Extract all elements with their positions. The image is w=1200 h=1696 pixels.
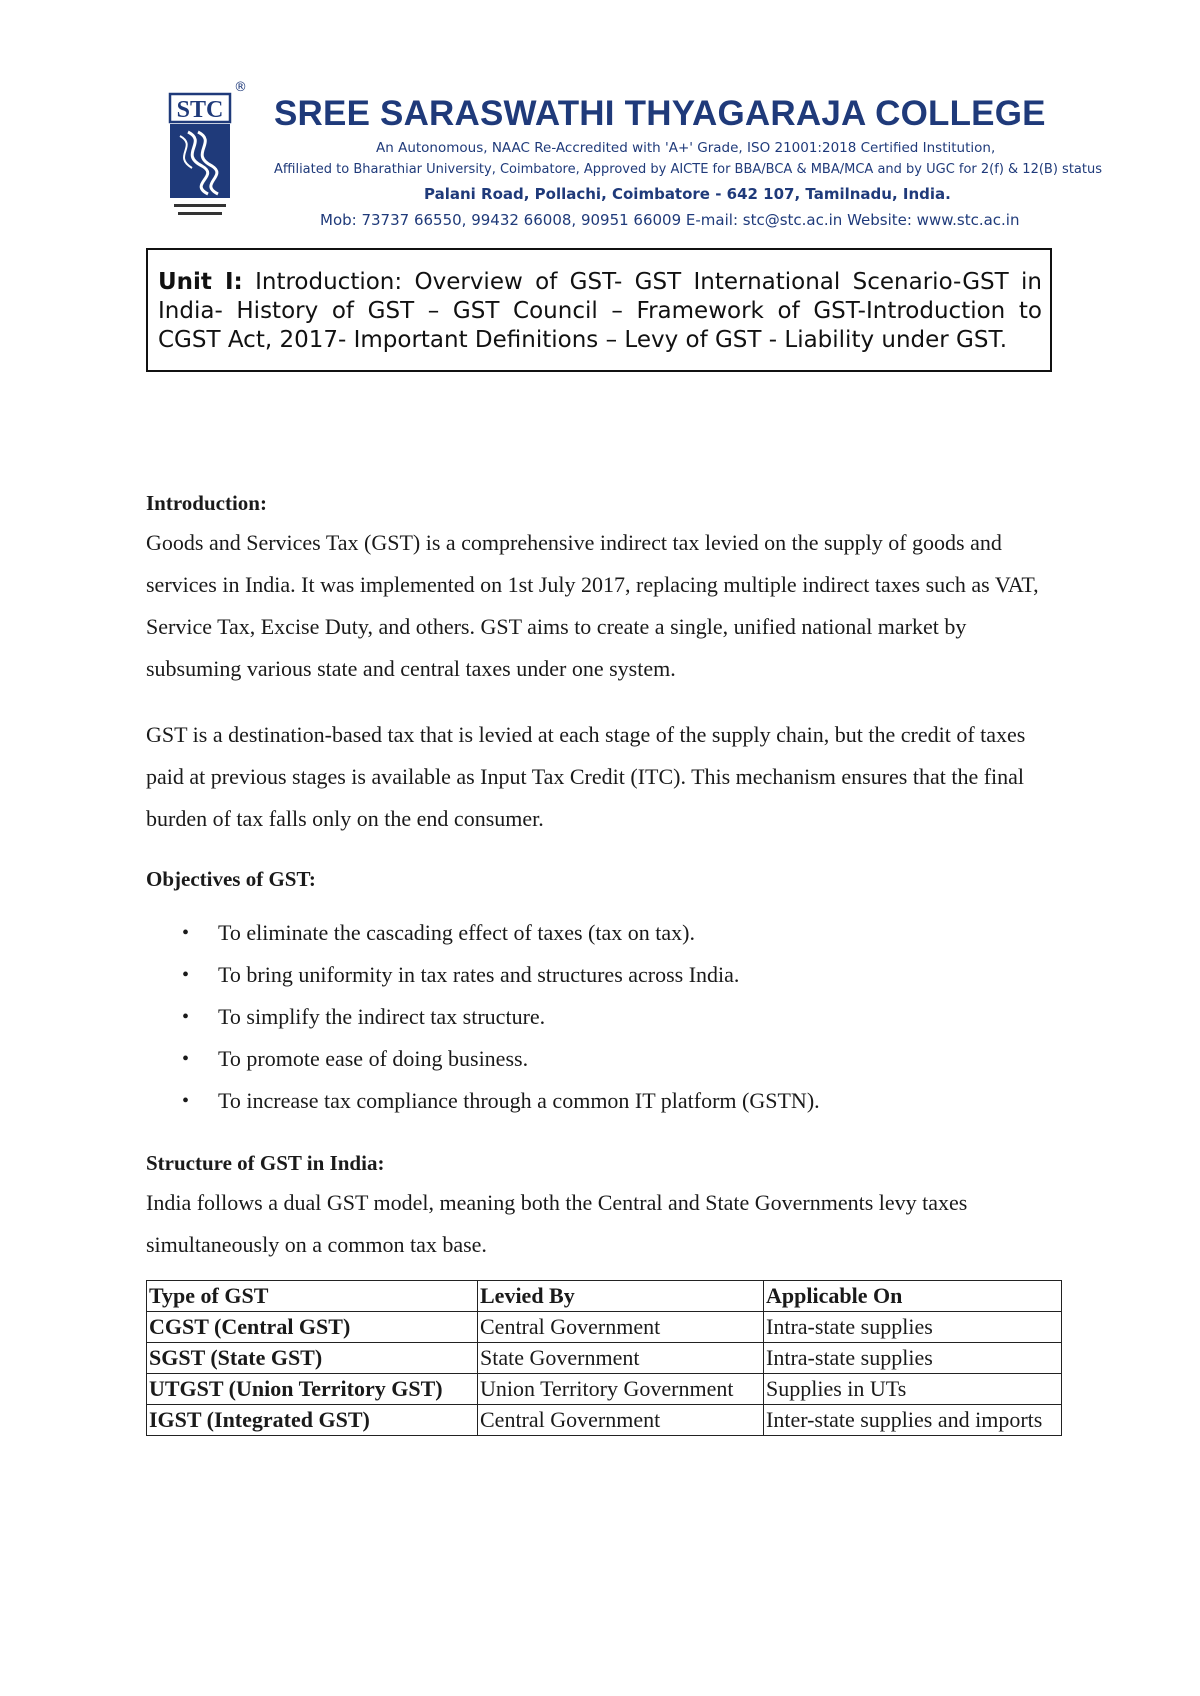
table-cell: Intra-state supplies: [764, 1343, 1062, 1374]
table-row: [147, 1374, 1062, 1405]
affiliation-line: Affiliated to Bharathiar University, Coimbatore, Approved by AICTE for BBA/BCA & MBA/MCA and by UGC for 2(f) & 12(B) status: [274, 162, 1102, 177]
table-cell: SGST (State GST): [147, 1343, 478, 1374]
table-header-cell: Applicable On: [764, 1281, 1062, 1312]
list-item: • To simplify the indirect tax structure.: [182, 1004, 546, 1029]
table-cell: IGST (Integrated GST): [147, 1405, 478, 1436]
table-cell: Union Territory Government: [478, 1374, 764, 1405]
table-cell: UTGST (Union Territory GST): [147, 1374, 478, 1405]
table-cell: Central Government: [478, 1312, 764, 1343]
unit-label: Unit I:: [158, 269, 243, 295]
table-cell: Central Government: [478, 1405, 764, 1436]
table-cell: Inter-state supplies and imports: [764, 1405, 1062, 1436]
table-row: [147, 1405, 1062, 1436]
list-item: • To increase tax compliance through a common IT platform (GSTN).: [182, 1088, 820, 1113]
table-row: [147, 1343, 1062, 1374]
list-item: • To promote ease of doing business.: [182, 1046, 529, 1071]
table-header-cell: Type of GST: [147, 1281, 478, 1312]
table-header-row: [147, 1281, 1062, 1312]
logo-text: STC: [176, 97, 224, 123]
table-row: [147, 1312, 1062, 1343]
college-name: SREE SARASWATHI THYAGARAJA COLLEGE: [274, 94, 1046, 133]
document-body: [146, 488, 1056, 1436]
college-letterhead: [168, 80, 1102, 240]
table-cell: State Government: [478, 1343, 764, 1374]
list-item: • To bring uniformity in tax rates and structures across India.: [182, 962, 740, 987]
table-cell: CGST (Central GST): [147, 1312, 478, 1343]
objectives-heading: Objectives of GST:: [146, 867, 316, 891]
table-header-cell: Levied By: [478, 1281, 764, 1312]
table-cell: Intra-state supplies: [764, 1312, 1062, 1343]
address-line: Palani Road, Pollachi, Coimbatore - 642 107, Tamilnadu, India.: [424, 185, 951, 203]
gst-types-table: [146, 1280, 1062, 1436]
introduction-paragraph-1: Goods and Services Tax (GST) is a comprehensive indirect tax levied on the supply of goods and services in India. It was implemented on 1st July 2017, replacing multiple indirect taxes such as VAT, Service Tax, Excise Duty, and others. GST aims to create a single, unified national market by subsuming various state and central taxes under one system.: [146, 530, 1039, 681]
college-logo: [168, 92, 244, 238]
introduction-paragraph-2: GST is a destination-based tax that is levied at each stage of the supply chain, but the credit of taxes paid at previous stages is available as Input Tax Credit (ITC). This mechanism ensures that the final burden of tax falls only on the end consumer.: [146, 722, 1026, 831]
introduction-heading: Introduction:: [146, 491, 267, 515]
registered-mark: ®: [234, 80, 247, 95]
objectives-list: [146, 912, 1056, 1122]
structure-paragraph: India follows a dual GST model, meaning both the Central and State Governments levy taxes simultaneously on a common tax base.: [146, 1190, 968, 1257]
unit-text: Introduction: Overview of GST- GST International Scenario-GST in India- History of GST – GST Council – Framework of GST-Introduction to CGST Act, 2017- Important Definitions – Levy of GST - Liability under GST.: [158, 269, 1042, 353]
table-cell: Supplies in UTs: [764, 1374, 1062, 1405]
unit-summary-box: [146, 248, 1052, 372]
list-item: • To eliminate the cascading effect of taxes (tax on tax).: [182, 920, 695, 945]
accreditation-line: An Autonomous, NAAC Re-Accredited with 'A+' Grade, ISO 21001:2018 Certified Institution,: [376, 140, 996, 156]
contact-line: Mob: 73737 66550, 99432 66008, 90951 66009 E-mail: stc@stc.ac.in Website: www.stc.ac.in: [320, 211, 1020, 229]
structure-heading: Structure of GST in India:: [146, 1151, 385, 1175]
